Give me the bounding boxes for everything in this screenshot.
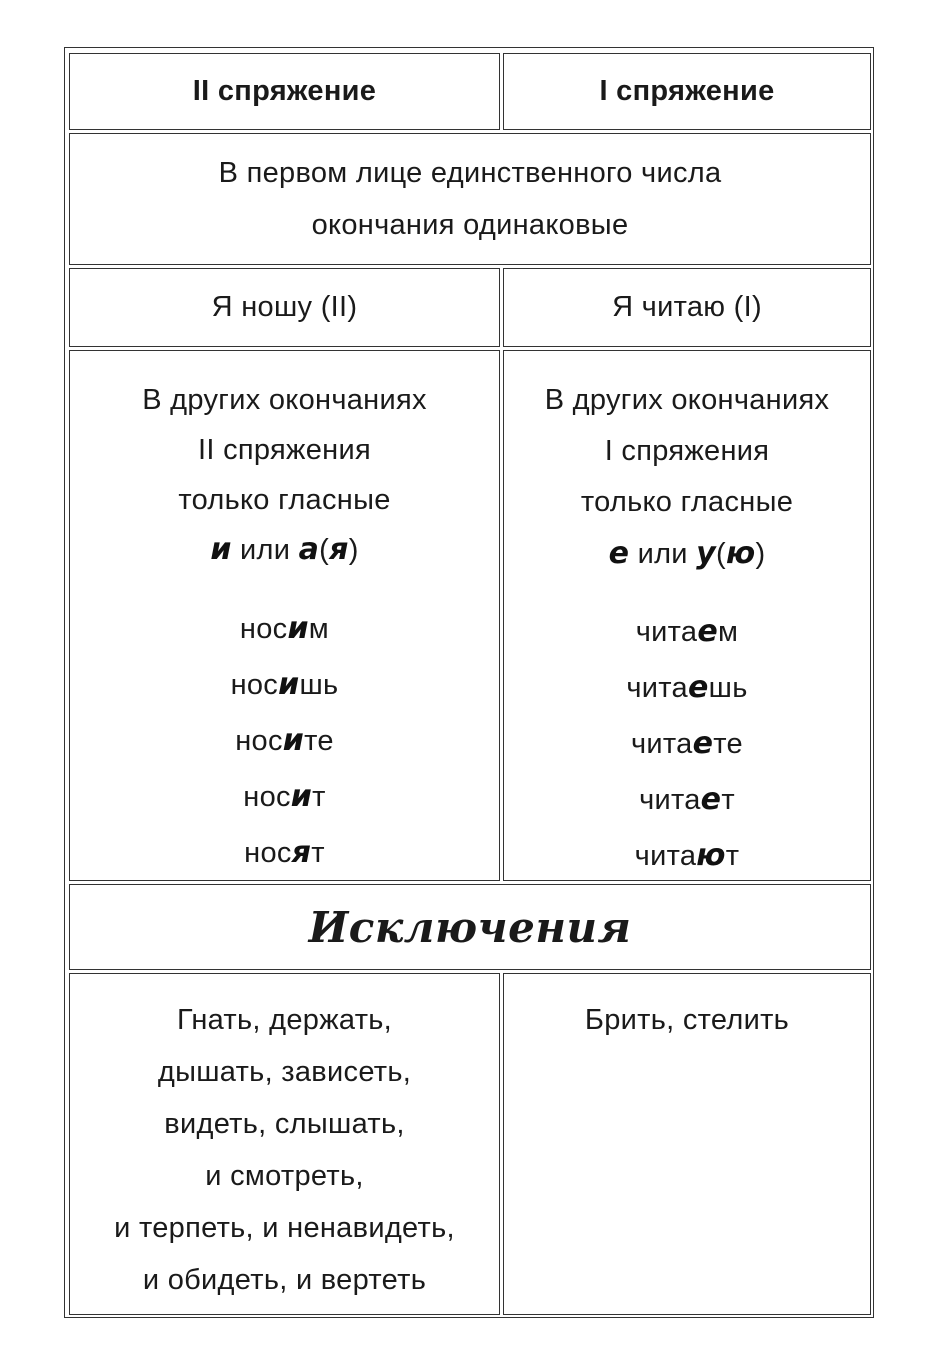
form-stem: нос — [243, 781, 291, 813]
form-stem: чита — [639, 784, 701, 816]
forms-conjugation-1 — [626, 604, 747, 884]
rule-2-line1: В других окончаниях — [142, 384, 427, 416]
form-row — [626, 716, 747, 772]
example-conjugation-1 — [503, 268, 871, 347]
vowel-u: у — [696, 536, 717, 571]
vowel-i: и — [210, 532, 232, 567]
form-row — [626, 828, 747, 884]
form-stem: нос — [239, 613, 288, 645]
form-row — [231, 769, 339, 825]
rule-1-vowels — [545, 528, 830, 580]
first-person-note-line2: окончания одинаковые — [311, 209, 629, 241]
form-row — [231, 601, 339, 657]
form-row — [626, 660, 747, 716]
form-ending: т — [311, 837, 325, 869]
form-vowel: е — [697, 614, 718, 649]
form-ending: м — [717, 616, 739, 648]
first-person-note — [69, 133, 871, 265]
form-stem: нос — [235, 725, 283, 757]
exception-line: Брить, стелить — [584, 1004, 790, 1036]
forms-conjugation-2 — [231, 601, 339, 881]
exception-line: дышать, зависеть, — [157, 1056, 412, 1088]
form-ending: те — [304, 725, 334, 757]
example-conjugation-1-text: Я читаю (I) — [612, 291, 762, 323]
form-ending: шь — [708, 672, 748, 704]
form-stem: чита — [634, 840, 697, 872]
rule-1-line3: только гласные — [580, 486, 794, 518]
form-stem: нос — [230, 669, 279, 701]
paren-close: ) — [348, 534, 359, 566]
rule-2-line2: II спряжения — [198, 434, 371, 466]
form-row — [231, 657, 339, 713]
form-row — [626, 772, 747, 828]
exceptions-conjugation-1 — [503, 973, 871, 1315]
example-conjugation-2 — [69, 268, 500, 347]
header-conjugation-1-label: I спряжение — [599, 75, 775, 107]
form-ending: шь — [299, 669, 339, 701]
rule-2-vowels — [142, 525, 427, 575]
form-ending: м — [308, 613, 330, 645]
form-row — [626, 604, 747, 660]
header-conjugation-1 — [503, 53, 871, 130]
exceptions-title: Исключения — [308, 902, 632, 952]
exception-line: Гнать, держать, — [176, 1004, 393, 1036]
header-conjugation-2-label: II спряжение — [192, 75, 377, 107]
rule-2-line3: только гласные — [178, 484, 391, 516]
form-vowel: е — [700, 782, 722, 817]
form-vowel: е — [692, 726, 714, 761]
form-vowel: е — [687, 670, 709, 705]
vowel-ya: я — [329, 532, 349, 567]
form-vowel: я — [291, 835, 312, 870]
vowel-e: е — [608, 536, 630, 571]
form-ending: т — [312, 781, 326, 813]
exception-line: и обидеть, и вертеть — [142, 1264, 427, 1296]
form-ending: т — [721, 784, 735, 816]
form-row — [231, 713, 339, 769]
paren-close: ) — [755, 538, 766, 570]
rule-conjugation-2 — [69, 350, 500, 881]
form-stem: чита — [635, 616, 698, 648]
rule-conjugation-1 — [503, 350, 871, 881]
vowel-yu: ю — [725, 536, 756, 571]
exception-line: и смотреть, — [205, 1160, 364, 1192]
first-person-note-line1: В первом лице единственного числа — [218, 157, 722, 189]
form-stem: нос — [244, 837, 292, 869]
form-vowel: и — [287, 611, 309, 646]
vowel-a: а — [298, 532, 320, 567]
form-ending: т — [725, 840, 740, 872]
exceptions-title-cell — [69, 884, 871, 970]
paren-open: ( — [319, 534, 330, 566]
form-vowel: ю — [696, 838, 726, 873]
form-row — [231, 825, 339, 881]
form-vowel: и — [282, 723, 305, 758]
rule-1-line2: I спряжения — [604, 435, 770, 467]
vowel-or: или — [629, 538, 697, 570]
form-stem: чита — [626, 672, 688, 704]
rule-1-line1: В других окончаниях — [544, 384, 830, 416]
vowel-or: или — [231, 534, 299, 566]
form-vowel: и — [290, 779, 313, 814]
form-stem: чита — [631, 728, 693, 760]
form-vowel: и — [278, 667, 300, 702]
exceptions-conjugation-2 — [69, 973, 500, 1315]
paren-open: ( — [716, 538, 726, 570]
exception-line: и терпеть, и ненавидеть, — [114, 1212, 455, 1244]
exception-line: видеть, слышать, — [164, 1108, 405, 1140]
form-ending: те — [713, 728, 743, 760]
example-conjugation-2-text: Я ношу (II) — [211, 291, 358, 323]
header-conjugation-2 — [69, 53, 500, 130]
